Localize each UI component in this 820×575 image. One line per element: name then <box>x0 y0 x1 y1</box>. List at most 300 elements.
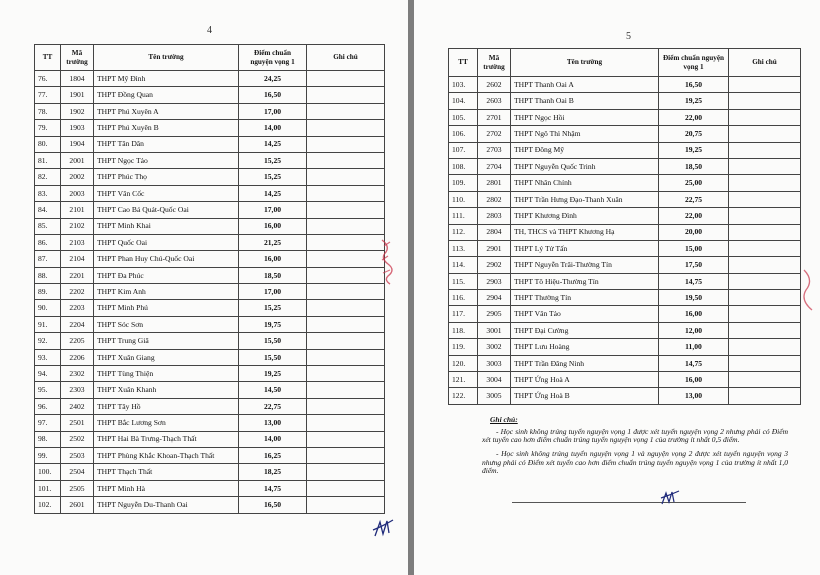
table-row <box>449 322 801 338</box>
table-header-row <box>449 49 801 77</box>
table-row <box>35 316 385 332</box>
cell-ma-truong: 2902 <box>478 257 511 273</box>
table-body-left <box>35 71 385 514</box>
cell-diem-chuan: 16,50 <box>239 497 307 513</box>
cell-ghi-chu <box>307 136 385 152</box>
cell-diem-chuan: 15,50 <box>239 333 307 349</box>
cell-ma-truong: 2601 <box>61 497 94 513</box>
cell-ghi-chu <box>307 398 385 414</box>
cell-ma-truong: 2001 <box>61 152 94 168</box>
cell-ma-truong: 2102 <box>61 218 94 234</box>
cell-tt: 115. <box>449 273 478 289</box>
initials-signature-right <box>660 490 680 506</box>
cell-diem-chuan: 16,00 <box>659 306 729 322</box>
cell-diem-chuan: 19,25 <box>659 93 729 109</box>
table-row <box>35 71 385 87</box>
cell-ten-truong: THPT Vân Tảo <box>511 306 659 322</box>
cell-ma-truong: 1804 <box>61 71 94 87</box>
cell-tt: 86. <box>35 234 61 250</box>
cell-ghi-chu <box>729 388 801 404</box>
cell-ten-truong: THPT Trần Đăng Ninh <box>511 355 659 371</box>
table-row <box>35 349 385 365</box>
cell-ten-truong: THPT Phúc Thọ <box>94 169 239 185</box>
cell-ghi-chu <box>729 372 801 388</box>
cell-tt: 110. <box>449 191 478 207</box>
cell-diem-chuan: 12,00 <box>659 322 729 338</box>
table-row <box>35 480 385 496</box>
cell-ma-truong: 2205 <box>61 333 94 349</box>
table-row <box>449 372 801 388</box>
cell-diem-chuan: 22,75 <box>239 398 307 414</box>
cell-ten-truong: THPT Trung Giã <box>94 333 239 349</box>
cell-ghi-chu <box>729 93 801 109</box>
cell-ma-truong: 1902 <box>61 103 94 119</box>
cell-ten-truong: THPT Thanh Oai A <box>511 77 659 93</box>
cell-ten-truong: THPT Xuân Khanh <box>94 382 239 398</box>
cell-ghi-chu <box>307 169 385 185</box>
cell-ma-truong: 2201 <box>61 267 94 283</box>
cell-ghi-chu <box>307 497 385 513</box>
cell-diem-chuan: 15,50 <box>239 349 307 365</box>
cell-tt: 114. <box>449 257 478 273</box>
cell-diem-chuan: 15,00 <box>659 240 729 256</box>
cell-ghi-chu <box>307 480 385 496</box>
cell-diem-chuan: 25,00 <box>659 175 729 191</box>
table-row <box>35 366 385 382</box>
cell-ma-truong: 3003 <box>478 355 511 371</box>
cell-ma-truong: 3002 <box>478 339 511 355</box>
header-ten-truong: Tên trường <box>511 49 659 77</box>
cell-ten-truong: THPT Quốc Oai <box>94 234 239 250</box>
cell-ghi-chu <box>729 142 801 158</box>
table-row <box>35 267 385 283</box>
red-stamp-mark-left <box>376 236 398 286</box>
cell-tt: 100. <box>35 464 61 480</box>
cell-ten-truong: THPT Vân Cốc <box>94 185 239 201</box>
table-row <box>449 109 801 125</box>
cell-ma-truong: 1904 <box>61 136 94 152</box>
cell-diem-chuan: 17,00 <box>239 103 307 119</box>
cell-diem-chuan: 16,00 <box>239 218 307 234</box>
cell-ghi-chu <box>729 339 801 355</box>
cell-ma-truong: 2501 <box>61 415 94 431</box>
cell-tt: 89. <box>35 284 61 300</box>
header-ten-truong: Tên trường <box>94 45 239 71</box>
cell-diem-chuan: 20,00 <box>659 224 729 240</box>
cell-ten-truong: THPT Phùng Khắc Khoan-Thạch Thất <box>94 447 239 463</box>
page-number-right: 5 <box>626 31 631 42</box>
cell-ma-truong: 2402 <box>61 398 94 414</box>
cell-diem-chuan: 14,25 <box>239 136 307 152</box>
cell-diem-chuan: 14,00 <box>239 120 307 136</box>
cell-tt: 106. <box>449 126 478 142</box>
cell-ma-truong: 2701 <box>478 109 511 125</box>
header-tt: TT <box>35 45 61 71</box>
cell-ghi-chu <box>307 300 385 316</box>
table-row <box>449 126 801 142</box>
cell-tt: 88. <box>35 267 61 283</box>
table-row <box>449 388 801 404</box>
cell-ma-truong: 2803 <box>478 208 511 224</box>
table-row <box>35 152 385 168</box>
notes-title: Ghi chú: <box>490 415 518 424</box>
cell-ten-truong: THPT Nguyễn Trãi-Thường Tín <box>511 257 659 273</box>
cell-ghi-chu <box>307 382 385 398</box>
note-paragraph-2: - Học sinh không trúng tuyển nguyện vọng 1 và nguyện vọng 2 được xét tuyển nguyện vọng 3 nhưng phải có Điểm xét tuyển cao hơn điểm chuẩn trúng tuyển nguyện vọng 1 của trường ít nhất 1,0 điểm. <box>482 448 788 476</box>
cell-diem-chuan: 19,75 <box>239 316 307 332</box>
cell-diem-chuan: 18,50 <box>659 158 729 174</box>
table-row <box>35 447 385 463</box>
table-row <box>449 306 801 322</box>
cell-diem-chuan: 21,25 <box>239 234 307 250</box>
header-ma-truong: Mã trường <box>61 45 94 71</box>
cell-diem-chuan: 24,25 <box>239 71 307 87</box>
cell-ten-truong: THPT Khương Đình <box>511 208 659 224</box>
cell-tt: 76. <box>35 71 61 87</box>
cell-ma-truong: 2704 <box>478 158 511 174</box>
cell-ghi-chu <box>307 349 385 365</box>
cell-ma-truong: 2603 <box>478 93 511 109</box>
cell-diem-chuan: 14,00 <box>239 431 307 447</box>
cell-ghi-chu <box>729 322 801 338</box>
cell-ten-truong: THPT Cao Bá Quát-Quốc Oai <box>94 202 239 218</box>
table-row <box>35 382 385 398</box>
cell-ten-truong: THPT Đa Phúc <box>94 267 239 283</box>
table-row <box>35 202 385 218</box>
cell-ghi-chu <box>307 87 385 103</box>
table-row <box>449 339 801 355</box>
cell-tt: 109. <box>449 175 478 191</box>
cell-ten-truong: THPT Tùng Thiện <box>94 366 239 382</box>
cell-ma-truong: 3001 <box>478 322 511 338</box>
cell-diem-chuan: 14,75 <box>659 273 729 289</box>
cell-ten-truong: THPT Lý Tử Tấn <box>511 240 659 256</box>
cell-tt: 112. <box>449 224 478 240</box>
cell-tt: 108. <box>449 158 478 174</box>
cell-ten-truong: THPT Ứng Hoà B <box>511 388 659 404</box>
cell-ma-truong: 3004 <box>478 372 511 388</box>
cell-tt: 91. <box>35 316 61 332</box>
cell-diem-chuan: 15,25 <box>239 169 307 185</box>
cell-diem-chuan: 15,25 <box>239 300 307 316</box>
cell-ma-truong: 2502 <box>61 431 94 447</box>
table-row <box>35 300 385 316</box>
cell-tt: 97. <box>35 415 61 431</box>
cell-ghi-chu <box>729 175 801 191</box>
cell-ma-truong: 2802 <box>478 191 511 207</box>
cell-tt: 113. <box>449 240 478 256</box>
cell-tt: 120. <box>449 355 478 371</box>
cell-tt: 105. <box>449 109 478 125</box>
cell-ten-truong: THPT Minh Phú <box>94 300 239 316</box>
table-row <box>449 93 801 109</box>
cell-ten-truong: THPT Ngọc Tảo <box>94 152 239 168</box>
cell-ghi-chu <box>307 415 385 431</box>
table-row <box>35 218 385 234</box>
cell-ten-truong: THPT Trần Hưng Đạo-Thanh Xuân <box>511 191 659 207</box>
cell-ghi-chu <box>729 208 801 224</box>
cell-ma-truong: 2505 <box>61 480 94 496</box>
cell-tt: 111. <box>449 208 478 224</box>
cell-ma-truong: 2101 <box>61 202 94 218</box>
cell-diem-chuan: 17,00 <box>239 284 307 300</box>
cell-ghi-chu <box>307 251 385 267</box>
table-row <box>35 185 385 201</box>
table-row <box>35 284 385 300</box>
cell-ten-truong: THPT Thường Tín <box>511 290 659 306</box>
cell-ma-truong: 2002 <box>61 169 94 185</box>
notes-divider <box>512 502 746 503</box>
cell-diem-chuan: 14,50 <box>239 382 307 398</box>
cell-diem-chuan: 14,75 <box>239 480 307 496</box>
table-row <box>35 87 385 103</box>
cell-ten-truong: THPT Phú Xuyên B <box>94 120 239 136</box>
cell-ghi-chu <box>307 185 385 201</box>
table-row <box>35 431 385 447</box>
cell-ghi-chu <box>307 316 385 332</box>
cell-ghi-chu <box>307 333 385 349</box>
cell-tt: 94. <box>35 366 61 382</box>
table-header-row <box>35 45 385 71</box>
cell-ten-truong: THPT Kim Anh <box>94 284 239 300</box>
note-paragraph-1: - Học sinh không trúng tuyển nguyện vọng 1 được xét tuyển nguyện vọng 2 nhưng phải có Điểm xét tuyển cao hơn điểm chuẩn trúng tuyển nguyện vọng 1 của trường ít nhất 0,5 điểm. <box>482 426 788 445</box>
cell-diem-chuan: 22,75 <box>659 191 729 207</box>
cell-ten-truong: TH, THCS và THPT Khương Hạ <box>511 224 659 240</box>
cell-ma-truong: 2204 <box>61 316 94 332</box>
table-row <box>449 77 801 93</box>
table-row <box>449 208 801 224</box>
cell-tt: 119. <box>449 339 478 355</box>
cell-diem-chuan: 19,25 <box>659 142 729 158</box>
cell-diem-chuan: 14,75 <box>659 355 729 371</box>
cell-diem-chuan: 11,00 <box>659 339 729 355</box>
cell-ten-truong: THPT Nguyễn Du-Thanh Oai <box>94 497 239 513</box>
cell-diem-chuan: 19,25 <box>239 366 307 382</box>
cell-ma-truong: 2104 <box>61 251 94 267</box>
initials-signature-left <box>372 518 394 540</box>
header-ghi-chu: Ghi chú <box>307 45 385 71</box>
cell-ten-truong: THPT Sóc Sơn <box>94 316 239 332</box>
red-stamp-mark-right <box>800 268 818 312</box>
table-row <box>35 497 385 513</box>
cell-tt: 122. <box>449 388 478 404</box>
cell-tt: 102. <box>35 497 61 513</box>
cell-diem-chuan: 16,00 <box>659 372 729 388</box>
cell-ma-truong: 2703 <box>478 142 511 158</box>
cell-ma-truong: 2206 <box>61 349 94 365</box>
table-row <box>35 136 385 152</box>
cell-tt: 107. <box>449 142 478 158</box>
cell-ghi-chu <box>729 355 801 371</box>
table-row <box>35 398 385 414</box>
cell-ten-truong: THPT Tân Dân <box>94 136 239 152</box>
table-row <box>449 273 801 289</box>
page-number-left: 4 <box>207 25 212 36</box>
cell-tt: 96. <box>35 398 61 414</box>
cell-ghi-chu <box>729 109 801 125</box>
cell-ma-truong: 2003 <box>61 185 94 201</box>
cell-ma-truong: 2904 <box>478 290 511 306</box>
cell-ten-truong: THPT Nhân Chính <box>511 175 659 191</box>
cell-ten-truong: THPT Hai Bà Trưng-Thạch Thất <box>94 431 239 447</box>
cell-ma-truong: 2901 <box>478 240 511 256</box>
table-row <box>449 355 801 371</box>
cell-ma-truong: 2801 <box>478 175 511 191</box>
cell-ghi-chu <box>729 257 801 273</box>
cell-ghi-chu <box>307 234 385 250</box>
cell-ten-truong: THPT Minh Hà <box>94 480 239 496</box>
cell-ten-truong: THPT Thạch Thất <box>94 464 239 480</box>
cell-ten-truong: THPT Ứng Hoà A <box>511 372 659 388</box>
table-row <box>35 120 385 136</box>
cell-ten-truong: THPT Nguyễn Quốc Trinh <box>511 158 659 174</box>
cell-ghi-chu <box>729 158 801 174</box>
cell-ghi-chu <box>307 152 385 168</box>
table-row <box>449 191 801 207</box>
cell-ghi-chu <box>307 267 385 283</box>
cell-tt: 121. <box>449 372 478 388</box>
cell-tt: 80. <box>35 136 61 152</box>
cell-ghi-chu <box>307 447 385 463</box>
cell-ghi-chu <box>307 71 385 87</box>
cell-ma-truong: 2905 <box>478 306 511 322</box>
cell-tt: 101. <box>35 480 61 496</box>
cell-diem-chuan: 16,00 <box>239 251 307 267</box>
cell-tt: 79. <box>35 120 61 136</box>
cell-ghi-chu <box>729 273 801 289</box>
cell-ma-truong: 1903 <box>61 120 94 136</box>
cell-tt: 81. <box>35 152 61 168</box>
cell-diem-chuan: 14,25 <box>239 185 307 201</box>
cell-tt: 116. <box>449 290 478 306</box>
cell-ma-truong: 2503 <box>61 447 94 463</box>
cell-ten-truong: THPT Mỹ Đình <box>94 71 239 87</box>
cell-ten-truong: THPT Xuân Giang <box>94 349 239 365</box>
cell-ghi-chu <box>729 224 801 240</box>
table-row <box>449 142 801 158</box>
table-row <box>35 333 385 349</box>
cell-ten-truong: THPT Đại Cường <box>511 322 659 338</box>
cell-ghi-chu <box>729 126 801 142</box>
cutoff-table-left <box>34 44 385 514</box>
notes-section <box>482 416 788 481</box>
cell-ma-truong: 2804 <box>478 224 511 240</box>
cell-tt: 118. <box>449 322 478 338</box>
cell-ten-truong: THPT Ngọc Hồi <box>511 109 659 125</box>
cell-tt: 117. <box>449 306 478 322</box>
cell-diem-chuan: 22,00 <box>659 109 729 125</box>
cell-ghi-chu <box>307 284 385 300</box>
cell-diem-chuan: 22,00 <box>659 208 729 224</box>
cell-diem-chuan: 19,50 <box>659 290 729 306</box>
cell-diem-chuan: 20,75 <box>659 126 729 142</box>
cell-ten-truong: THPT Bắc Lương Sơn <box>94 415 239 431</box>
cell-tt: 93. <box>35 349 61 365</box>
cell-ma-truong: 2504 <box>61 464 94 480</box>
cell-diem-chuan: 13,00 <box>239 415 307 431</box>
cell-ma-truong: 2103 <box>61 234 94 250</box>
cell-ten-truong: THPT Phú Xuyên A <box>94 103 239 119</box>
cell-ma-truong: 3005 <box>478 388 511 404</box>
cell-diem-chuan: 18,50 <box>239 267 307 283</box>
cell-ghi-chu <box>307 120 385 136</box>
cell-ten-truong: THPT Thanh Oai B <box>511 93 659 109</box>
cell-tt: 85. <box>35 218 61 234</box>
cell-ma-truong: 2203 <box>61 300 94 316</box>
cell-tt: 103. <box>449 77 478 93</box>
cell-ghi-chu <box>729 77 801 93</box>
cell-diem-chuan: 18,25 <box>239 464 307 480</box>
table-row <box>35 103 385 119</box>
cell-tt: 90. <box>35 300 61 316</box>
table-row <box>449 290 801 306</box>
table-row <box>35 251 385 267</box>
cell-ma-truong: 2302 <box>61 366 94 382</box>
cell-diem-chuan: 16,50 <box>239 87 307 103</box>
cell-ma-truong: 2903 <box>478 273 511 289</box>
cell-diem-chuan: 13,00 <box>659 388 729 404</box>
cell-tt: 95. <box>35 382 61 398</box>
cell-tt: 82. <box>35 169 61 185</box>
cell-diem-chuan: 16,25 <box>239 447 307 463</box>
header-diem-chuan: Điểm chuẩn nguyện vọng 1 <box>659 49 729 77</box>
header-ghi-chu: Ghi chú <box>729 49 801 77</box>
table-row <box>449 175 801 191</box>
cell-tt: 87. <box>35 251 61 267</box>
cell-ma-truong: 2202 <box>61 284 94 300</box>
cell-diem-chuan: 16,50 <box>659 77 729 93</box>
cell-ma-truong: 2303 <box>61 382 94 398</box>
cell-tt: 84. <box>35 202 61 218</box>
cell-ghi-chu <box>729 306 801 322</box>
cell-tt: 78. <box>35 103 61 119</box>
cell-ma-truong: 1901 <box>61 87 94 103</box>
table-row <box>449 240 801 256</box>
table-row <box>449 257 801 273</box>
cutoff-table-right <box>448 48 801 405</box>
cell-tt: 92. <box>35 333 61 349</box>
cell-ghi-chu <box>307 103 385 119</box>
cell-ghi-chu <box>729 191 801 207</box>
table-row <box>449 224 801 240</box>
cell-diem-chuan: 17,00 <box>239 202 307 218</box>
cell-tt: 77. <box>35 87 61 103</box>
cell-ghi-chu <box>307 218 385 234</box>
cell-ten-truong: THPT Minh Khai <box>94 218 239 234</box>
header-tt: TT <box>449 49 478 77</box>
cell-ghi-chu <box>307 431 385 447</box>
table-body-right <box>449 77 801 405</box>
cell-tt: 99. <box>35 447 61 463</box>
table-row <box>35 169 385 185</box>
table-row <box>449 158 801 174</box>
table-row <box>35 234 385 250</box>
cell-ten-truong: THPT Phan Huy Chú-Quốc Oai <box>94 251 239 267</box>
cell-ghi-chu <box>307 464 385 480</box>
cell-ghi-chu <box>729 240 801 256</box>
cell-ghi-chu <box>307 202 385 218</box>
table-row <box>35 464 385 480</box>
cell-diem-chuan: 15,25 <box>239 152 307 168</box>
cell-ghi-chu <box>307 366 385 382</box>
cell-ten-truong: THPT Đồng Quan <box>94 87 239 103</box>
cell-ten-truong: THPT Lưu Hoàng <box>511 339 659 355</box>
header-ma-truong: Mã trường <box>478 49 511 77</box>
cell-ghi-chu <box>729 290 801 306</box>
cell-ten-truong: THPT Tô Hiệu-Thường Tín <box>511 273 659 289</box>
cell-tt: 104. <box>449 93 478 109</box>
cell-diem-chuan: 17,50 <box>659 257 729 273</box>
